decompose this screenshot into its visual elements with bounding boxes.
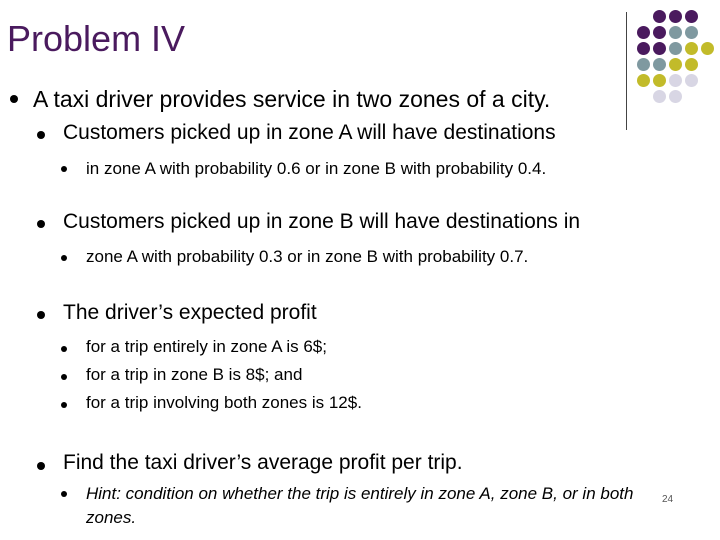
bullet-icon <box>61 374 67 380</box>
decorative-dot <box>653 26 666 39</box>
decorative-vertical-line <box>626 12 627 130</box>
bullet-icon <box>37 462 45 470</box>
decorative-dot <box>701 42 714 55</box>
decorative-dot <box>685 42 698 55</box>
decorative-dot <box>637 74 650 87</box>
decorative-dot <box>685 58 698 71</box>
item-zone-b-probabilities: zone A with probability 0.3 or in zone B with probability 0.7. <box>86 247 529 266</box>
decorative-dot <box>669 26 682 39</box>
decorative-dot <box>669 10 682 23</box>
decorative-dot <box>653 74 666 87</box>
item-expected-profit: The driver’s expected profit <box>63 301 317 324</box>
decorative-dot <box>653 42 666 55</box>
bullet-icon <box>61 346 67 352</box>
item-zone-a-destinations: Customers picked up in zone A will have destinations <box>63 121 556 144</box>
decorative-dot <box>669 74 682 87</box>
decorative-dot <box>685 10 698 23</box>
item-question: Find the taxi driver’s average profit per trip. <box>63 451 463 474</box>
decorative-dot <box>653 58 666 71</box>
item-profit-zone-b: for a trip in zone B is 8$; and <box>86 365 303 384</box>
bullet-icon <box>37 311 45 319</box>
item-zone-a-probabilities: in zone A with probability 0.6 or in zone B with probability 0.4. <box>86 159 547 178</box>
item-hint: Hint: condition on whether the trip is entirely in zone A, zone B, or in both zones. <box>86 484 634 527</box>
slide-title: Problem IV <box>7 18 186 59</box>
bullet-icon <box>61 402 67 408</box>
decorative-dot <box>669 90 682 103</box>
decorative-dot <box>637 42 650 55</box>
bullet-icon <box>10 95 18 103</box>
item-intro: A taxi driver provides service in two zones of a city. <box>33 86 551 112</box>
bullet-icon <box>61 166 67 172</box>
decorative-dot <box>653 10 666 23</box>
item-profit-zone-a: for a trip entirely in zone A is 6$; <box>86 337 327 356</box>
bullet-icon <box>61 255 67 261</box>
decorative-dot <box>653 90 666 103</box>
item-zone-b-destinations: Customers picked up in zone B will have destinations in <box>63 210 581 233</box>
decorative-dot <box>685 74 698 87</box>
decorative-dot <box>637 26 650 39</box>
decorative-dot <box>637 58 650 71</box>
bullet-icon <box>61 491 67 497</box>
page-number: 24 <box>662 494 674 505</box>
decorative-dot <box>685 26 698 39</box>
item-profit-both-zones: for a trip involving both zones is 12$. <box>86 393 362 412</box>
bullet-icon <box>37 131 45 139</box>
decorative-dot <box>669 42 682 55</box>
decorative-dot <box>669 58 682 71</box>
bullet-icon <box>37 220 45 228</box>
